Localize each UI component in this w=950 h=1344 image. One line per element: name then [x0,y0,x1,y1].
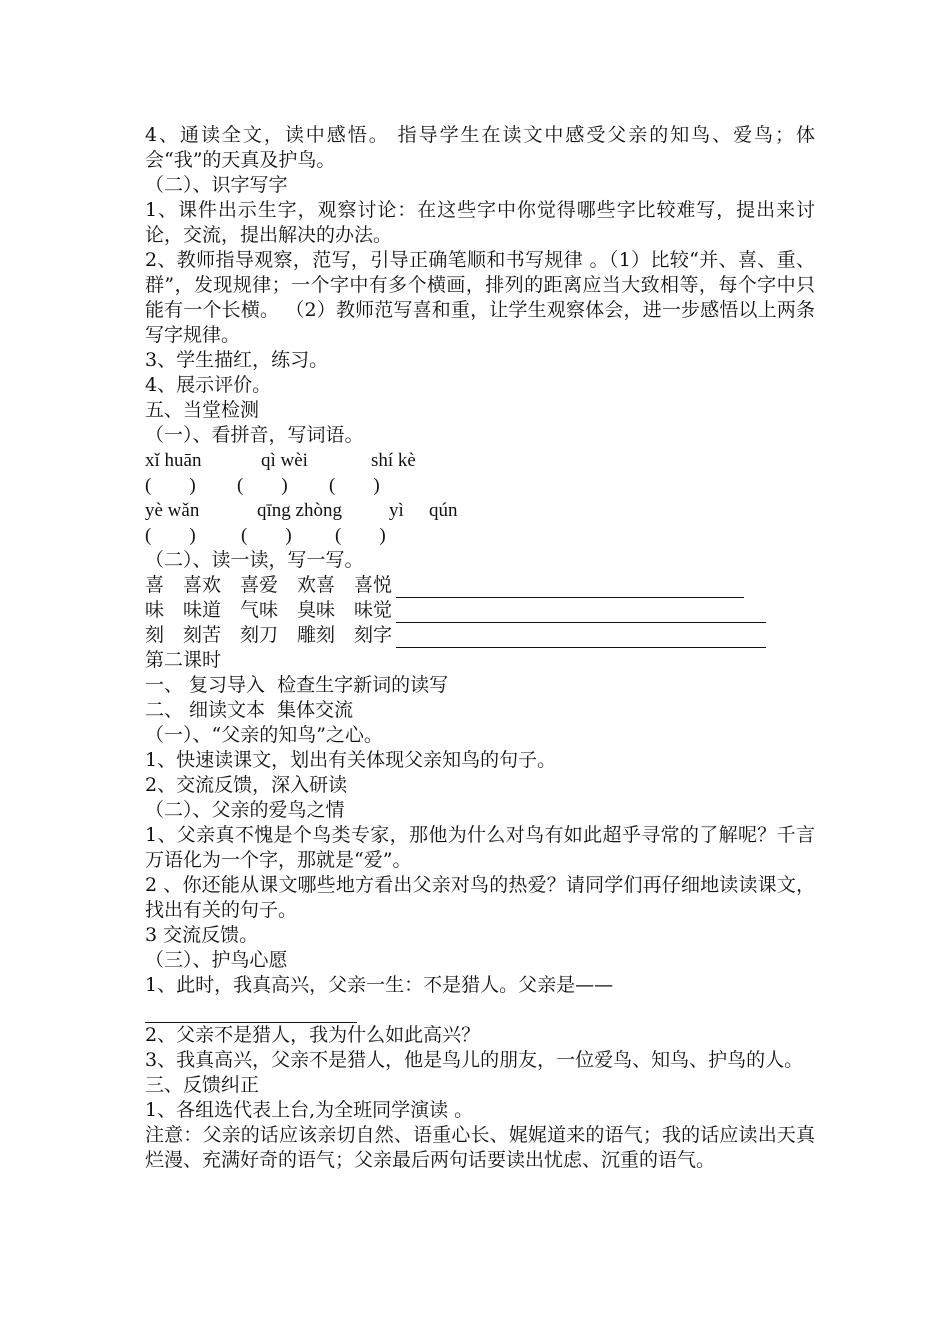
pinyin-item: qīng zhòng [257,500,342,521]
paragraph: 2、交流反馈，深入研读 [145,774,348,796]
answer-blank: ( ) [335,525,386,546]
word-practice-row [145,623,815,648]
word-group: 喜 喜欢 喜爱 欢喜 喜悦 [145,574,393,596]
paragraph: 4、通读全文，读中感悟。 指导学生在读文中感受父亲的知鸟、爱鸟；体会“我”的天真及护鸟。 [145,124,815,171]
paragraph: 3、学生描红，练习。 [145,349,329,371]
pinyin-item: qún [429,500,458,521]
section-heading: （二）、识字写字 [145,174,288,196]
blank-parens-row [145,523,815,548]
answer-blank: ( ) [237,475,288,496]
write-line [145,1002,357,1023]
paragraph: 2、父亲不是猎人，我为什么如此高兴？ [145,1024,481,1046]
answer-blank: ( ) [241,525,292,546]
word-practice-row [145,573,815,598]
word-practice-row [145,598,815,623]
document-page [145,123,815,1173]
write-line [396,627,766,648]
write-line [396,602,766,623]
write-line [396,577,744,598]
pinyin-item: yè wǎn [145,500,200,521]
pinyin-item: qì wèi [261,450,308,471]
section-heading: （二）、读一读，写一写。 [145,549,364,571]
paragraph: 4、展示评价。 [145,374,272,396]
word-group: 味 味道 气味 臭味 味觉 [145,599,393,621]
word-group: 刻 刻苦 刻刀 雕刻 刻字 [145,624,393,646]
blank-parens-row [145,473,815,498]
paragraph: 3、我真高兴，父亲不是猎人，他是鸟儿的朋友，一位爱鸟、知鸟、护鸟的人。 [145,1049,804,1071]
pinyin-item: shí kè [371,450,416,471]
pinyin-item: xǐ huān [145,450,202,471]
paragraph: 3 交流反馈。 [145,924,259,946]
paragraph: 2 、你还能从课文哪些地方看出父亲对鸟的热爱？请同学们再仔细地读读课文，找出有关的句子。 [145,874,815,921]
section-heading: 三、反馈纠正 [145,1074,260,1096]
pinyin-row [145,498,815,523]
paragraph: 注意：父亲的话应该亲切自然、语重心长、娓娓道来的语气；我的话应读出天真烂漫、充满好奇的语气；父亲最后两句话要读出忧虑、沉重的语气。 [145,1124,815,1171]
section-heading: （一）、“父亲的知鸟”之心。 [145,724,383,746]
answer-blank: ( ) [145,475,196,496]
paragraph: 1、父亲真不愧是个鸟类专家，那他为什么对鸟有如此超乎寻常的了解呢？千言万语化为一个字，那就是“爱”。 [145,824,815,871]
answer-blank: ( ) [329,475,380,496]
section-heading: 二、 细读文本 集体交流 [145,699,354,721]
paragraph: 1、此时，我真高兴，父亲一生：不是猎人。父亲是—— [145,974,614,996]
paragraph: 1、课件出示生字，观察讨论：在这些字中你觉得哪些字比较难写，提出来讨论，交流，提出解决的办法。 [145,199,815,246]
section-heading: （二）、父亲的爱鸟之情 [145,799,345,821]
paragraph: 1、快速读课文，划出有关体现父亲知鸟的句子。 [145,749,557,771]
pinyin-item: yì [389,500,404,521]
section-heading: （一）、看拼音，写词语。 [145,424,364,446]
fill-in-row [145,998,815,1023]
section-heading: 五、当堂检测 [145,399,260,421]
section-heading: （三）、护鸟心愿 [145,949,288,971]
pinyin-row [145,448,815,473]
section-heading: 一、 复习导入 检查生字新词的读写 [145,674,449,696]
paragraph: 2、教师指导观察，范写，引导正确笔顺和书写规律 。（1）比较“并、喜、重、群”，发现规律；一个字中有多个横画，排列的距离应当大致相等，每个字中只能有一个长横。 （2）教师范写喜和重，让学生观察体会，进一步感悟以上两条写字规律。 [145,249,815,346]
lesson-heading: 第二课时 [145,649,222,671]
paragraph: 1、各组选代表上台,为全班同学演读 。 [145,1099,474,1121]
answer-blank: ( ) [145,525,196,546]
